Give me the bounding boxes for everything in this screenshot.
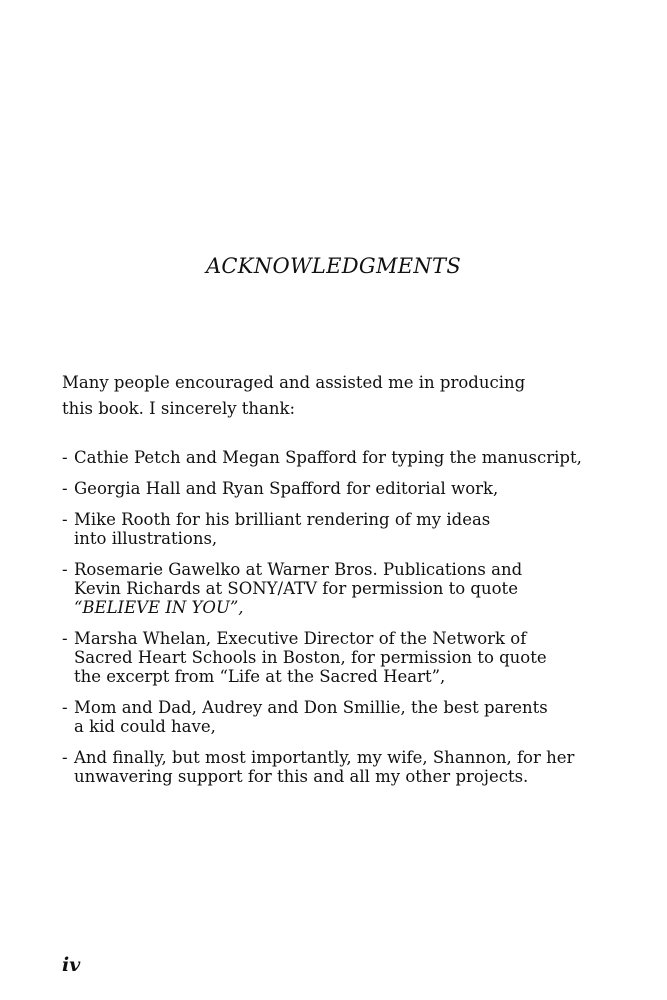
page-title: ACKNOWLEDGMENTS <box>205 254 462 278</box>
list-item <box>62 448 602 467</box>
item-line: the excerpt from “Life at the Sacred Heart”, <box>74 667 446 686</box>
list-item <box>62 629 602 686</box>
intro-paragraph <box>62 370 562 422</box>
song-title: “BELIEVE IN YOU”, <box>74 598 244 617</box>
item-line: Kevin Richards at SONY/ATV for permission to quote <box>74 579 518 598</box>
list-item <box>62 748 602 786</box>
item-line: a kid could have, <box>74 717 216 736</box>
list-item <box>62 698 602 736</box>
item-line: - And finally, but most importantly, my wife, Shannon, for her <box>74 748 575 767</box>
acknowledgment-list <box>62 448 602 798</box>
item-line: - Cathie Petch and Megan Spafford for typing the manuscript, <box>74 448 582 467</box>
item-line: - Rosemarie Gawelko at Warner Bros. Publications and <box>74 560 523 579</box>
intro-line: this book. I sincerely thank: <box>62 399 296 418</box>
item-line: into illustrations, <box>74 529 218 548</box>
item-line: unwavering support for this and all my other projects. <box>74 767 529 786</box>
item-line: - Mike Rooth for his brilliant rendering of my ideas <box>74 510 491 529</box>
list-item <box>62 560 602 617</box>
page-number: iv <box>62 954 81 976</box>
intro-line: Many people encouraged and assisted me in producing <box>62 373 526 392</box>
item-line: - Mom and Dad, Audrey and Don Smillie, the best parents <box>74 698 548 717</box>
list-item <box>62 479 602 498</box>
item-line: - Georgia Hall and Ryan Spafford for editorial work, <box>74 479 499 498</box>
item-line: - Marsha Whelan, Executive Director of the Network of <box>74 629 527 648</box>
list-item <box>62 510 602 548</box>
item-line: Sacred Heart Schools in Boston, for permission to quote <box>74 648 547 667</box>
